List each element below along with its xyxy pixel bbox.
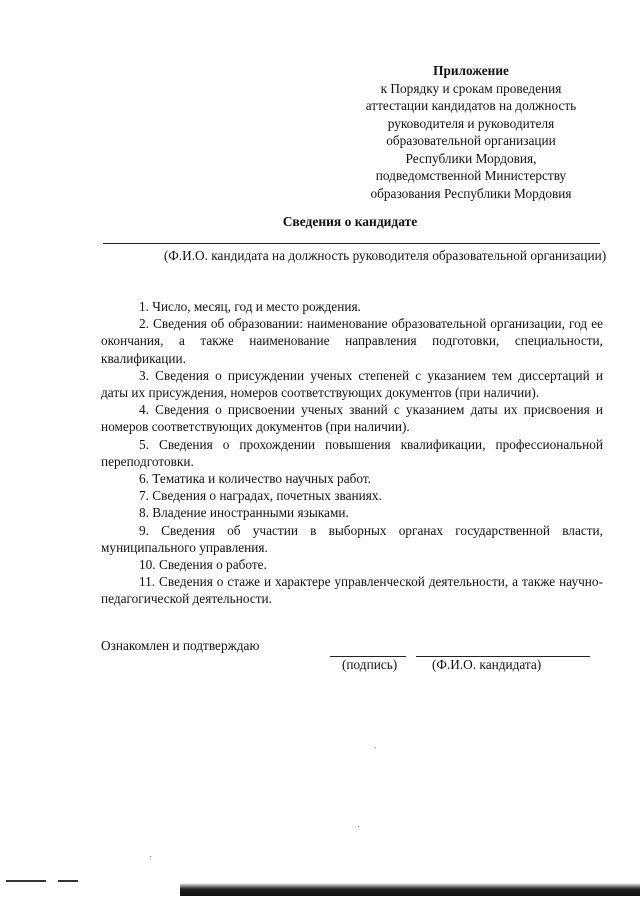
- list-item: 11. Сведения о стаже и характере управленческой деятельности, а также научно-педагогической деятельности.: [101, 574, 603, 607]
- section-title: Сведения о кандидате: [282, 214, 418, 229]
- scan-speck: [150, 856, 151, 857]
- list-item: 3. Сведения о присуждении ученых степеней с указанием тем диссертаций и даты их присуждения, номеров соответствующих документов (при наличии).: [101, 367, 603, 401]
- scan-speck: [375, 747, 376, 748]
- candidate-name-signature-caption: (Ф.И.О. кандидата): [432, 657, 542, 672]
- appendix-line: Республики Мордовия,: [405, 150, 537, 166]
- appendix-title: Приложение: [433, 63, 509, 78]
- list-item: 6. Тематика и количество научных работ.: [139, 471, 371, 487]
- signature-caption: (подпись): [342, 657, 398, 672]
- appendix-line: аттестации кандидатов на должность: [365, 98, 577, 113]
- list-item: 10. Сведения о работе.: [139, 557, 267, 573]
- acknowledgement-label: Ознакомлен и подтверждаю: [101, 638, 260, 653]
- list-item: 7. Сведения о наградах, почетных званиях.: [139, 488, 382, 504]
- scan-edge-mark: [58, 880, 78, 882]
- scan-bottom-edge: [180, 883, 640, 896]
- appendix-line: подведомственной Министерству: [375, 168, 567, 183]
- list-item: 2. Сведения об образовании: наименование образовательной организации, год ее окончания, а также наименование направления подготовки, специальности, квалификации.: [101, 316, 603, 366]
- list-item: 1. Число, месяц, год и место рождения.: [139, 299, 361, 314]
- scan-speck: [358, 826, 359, 827]
- appendix-header: [340, 62, 602, 202]
- list-item: 4. Сведения о присвоении ученых званий с указанием даты их присвоения и номеров соответствующих документов (при наличии).: [101, 402, 603, 435]
- appendix-line: образования Республики Мордовия: [370, 185, 572, 201]
- list-item: 5. Сведения о прохождении повышения квалификации, профессиональной переподготовки.: [101, 436, 603, 469]
- list-item: 8. Владение иностранными языками.: [139, 505, 349, 521]
- appendix-line: образовательной организации: [386, 133, 556, 148]
- items-list: [101, 298, 603, 608]
- candidate-name-line: [103, 243, 600, 244]
- list-item: 9. Сведения об участии в выборных органах государственной власти, муниципального управления.: [101, 522, 603, 555]
- appendix-line: руководителя и руководителя: [387, 115, 555, 131]
- scan-edge-mark: [6, 880, 46, 882]
- candidate-name-caption: (Ф.И.О. кандидата на должность руководителя образовательной организации): [163, 248, 607, 263]
- appendix-line: к Порядку и срокам проведения: [380, 80, 562, 96]
